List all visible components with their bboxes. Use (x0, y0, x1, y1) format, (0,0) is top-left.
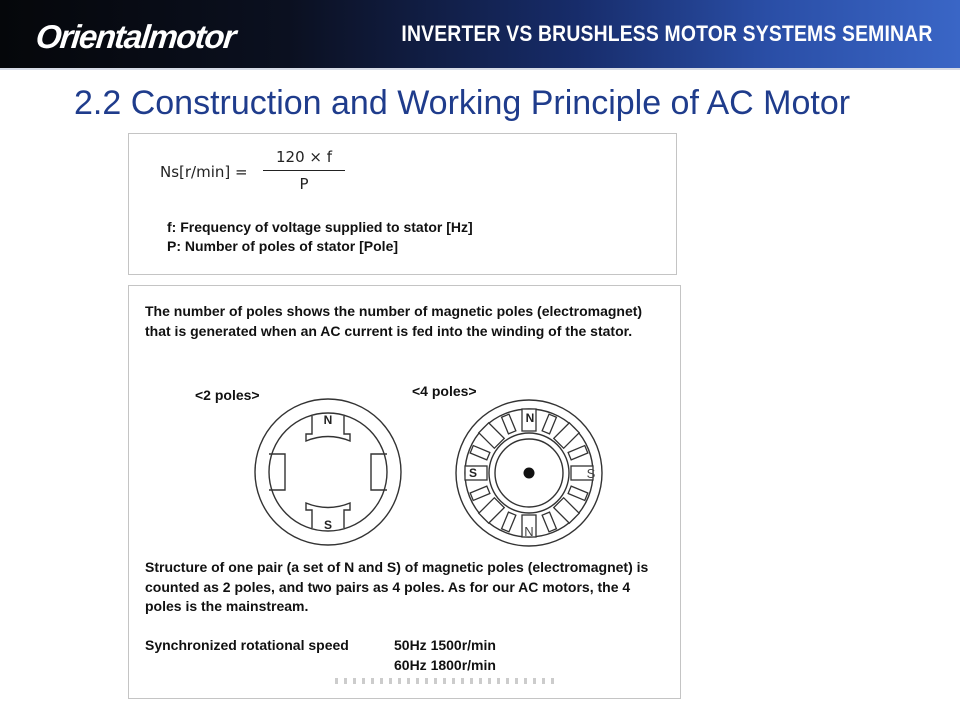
formula-fraction (263, 148, 345, 193)
two-pole-left-notch (269, 454, 285, 490)
formula-box (128, 133, 677, 275)
two-pole-n-mark: N (323, 413, 333, 427)
slide-header (0, 0, 960, 70)
poles-intro-text: The number of poles shows the number of magnetic poles (electromagnet) that is generated when an AC current is fed into the winding of the stator. (145, 303, 643, 339)
two-pole-right-notch (371, 454, 387, 490)
formula-definitions (167, 218, 473, 256)
seminar-title: INVERTER VS BRUSHLESS MOTOR SYSTEMS SEMINAR (400, 21, 932, 46)
four-pole-left-mark: S (468, 466, 478, 480)
slide-title: 2.2 Construction and Working Principle of AC Motor (74, 84, 851, 122)
pole-pair-text: Structure of one pair (a set of N and S) of magnetic poles (electromagnet) is counted as 2 poles, and two pairs as 4 poles. As for our AC motors, the 4 poles is the mainstream. (145, 559, 649, 614)
formula-denominator: P (299, 175, 309, 193)
speed-50hz: 50Hz 1500r/min (394, 637, 496, 653)
definition-p: P: Number of poles of stator [Pole] (167, 238, 399, 254)
four-pole-bottom-mark: N (524, 524, 534, 539)
definition-f: f: Frequency of voltage supplied to stator [Hz] (167, 219, 473, 235)
two-pole-s-mark: S (323, 518, 333, 532)
cutoff-text-fragment (335, 678, 555, 684)
four-poles-label: <4 poles> (412, 383, 477, 399)
four-pole-shaft (524, 468, 535, 479)
formula-lhs: Ns[r/min] = (160, 163, 248, 181)
two-poles-label: <2 poles> (195, 387, 260, 403)
speed-label: Synchronized rotational speed (145, 637, 349, 653)
four-pole-right-mark: S (586, 466, 596, 481)
four-pole-top-mark: N (525, 411, 535, 425)
formula-numerator: 120 × f (263, 148, 345, 171)
speed-60hz: 60Hz 1800r/min (394, 657, 496, 673)
poles-box (128, 285, 681, 699)
brand-logo: Orientalmotor (34, 18, 237, 55)
